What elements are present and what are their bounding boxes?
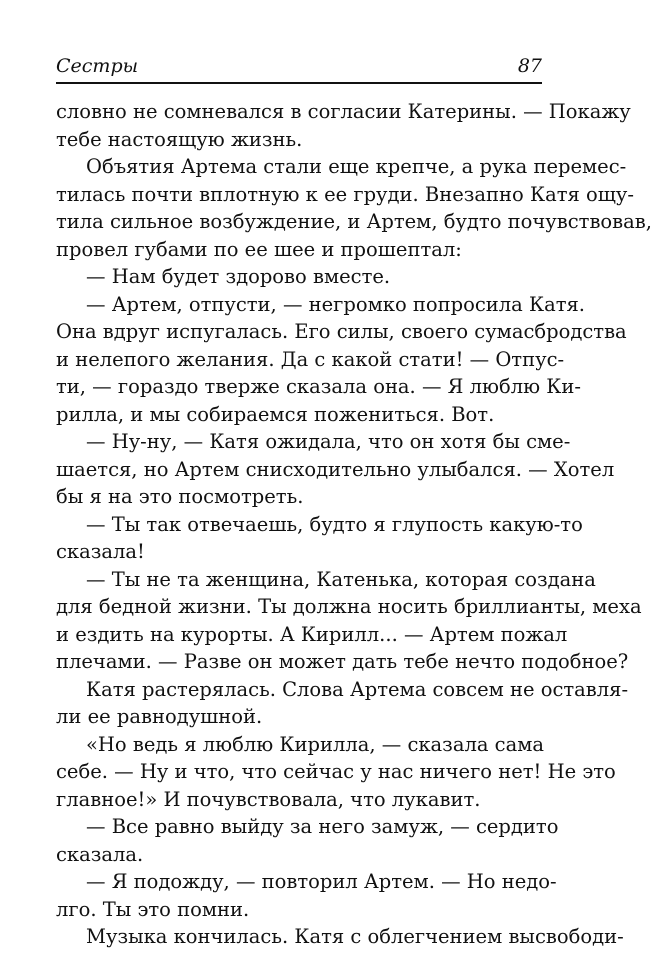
text-line: ти, — гораздо тверже сказала она. — Я люблю Ки- <box>56 375 581 398</box>
text-line: плечами. — Разве он может дать тебе нечто подобное? <box>56 650 629 673</box>
running-head <box>56 40 542 76</box>
page-number: 87 <box>517 55 542 77</box>
text-line: для бедной жизни. Ты должна носить бриллианты, меха <box>56 595 642 618</box>
text-line: — Ты не та женщина, Катенька, которая создана <box>86 567 596 591</box>
text-line: — Ты так отвечаешь, будто я глупость какую-то <box>86 512 583 536</box>
text-line: — Артем, отпусти, — негромко попросила Катя. <box>86 292 586 316</box>
text-line: словно не сомневался в согласии Катерины. — Покажу <box>56 100 631 123</box>
text-line: Музыка кончилась. Катя с облегчением высвободи- <box>86 925 624 948</box>
text-line: шается, но Артем снисходительно улыбался. — Хотел <box>56 457 615 481</box>
text-line: ли ее равнодушной. <box>56 705 263 728</box>
text-line: — Нам будет здорово вместе. <box>86 265 391 288</box>
text-line: тебе настоящую жизнь. <box>56 127 303 151</box>
text-line: главное!» И почувствовала, что лукавит. <box>56 787 481 811</box>
text-line: тила сильное возбуждение, и Артем, будто почувствовав, <box>56 210 652 233</box>
text-line: Катя растерялась. Слова Артема совсем не оставля- <box>86 677 629 701</box>
text-line: — Ну-ну, — Катя ожидала, что он хотя бы сме- <box>86 430 571 453</box>
text-line: — Я подожду, — повторил Артем. — Но недо- <box>86 870 557 893</box>
text-line: себе. — Ну и что, что сейчас у нас ничего нет! Не это <box>56 760 616 783</box>
text-line: «Но ведь я люблю Кирилла, — сказала сама <box>86 732 544 756</box>
text-line: бы я на это посмотреть. <box>56 485 304 508</box>
text-line: рилла, и мы собираемся пожениться. Вот. <box>56 402 495 426</box>
text-line: сказала! <box>56 540 145 563</box>
text-line: Объятия Артема стали еще крепче, а рука перемес- <box>86 155 627 178</box>
text-line: лго. Ты это помни. <box>56 897 250 921</box>
text-line: тилась почти вплотную к ее груди. Внезапно Катя ощу- <box>56 182 634 206</box>
text-line: и нелепого желания. Да с какой стати! — Отпус- <box>56 347 565 371</box>
running-title: Сестры <box>56 55 139 77</box>
text-line: Она вдруг испугалась. Его силы, своего сумасбродства <box>56 320 627 343</box>
header-rule <box>56 82 542 84</box>
text-line: и ездить на курорты. А Кирилл... — Артем пожал <box>56 622 568 646</box>
body-text <box>56 98 652 951</box>
text-line: провел губами по ее шее и прошептал: <box>56 237 462 261</box>
book-page <box>56 40 652 951</box>
text-line: — Все равно выйду за него замуж, — сердито <box>86 815 559 838</box>
text-line: сказала. <box>56 842 144 866</box>
